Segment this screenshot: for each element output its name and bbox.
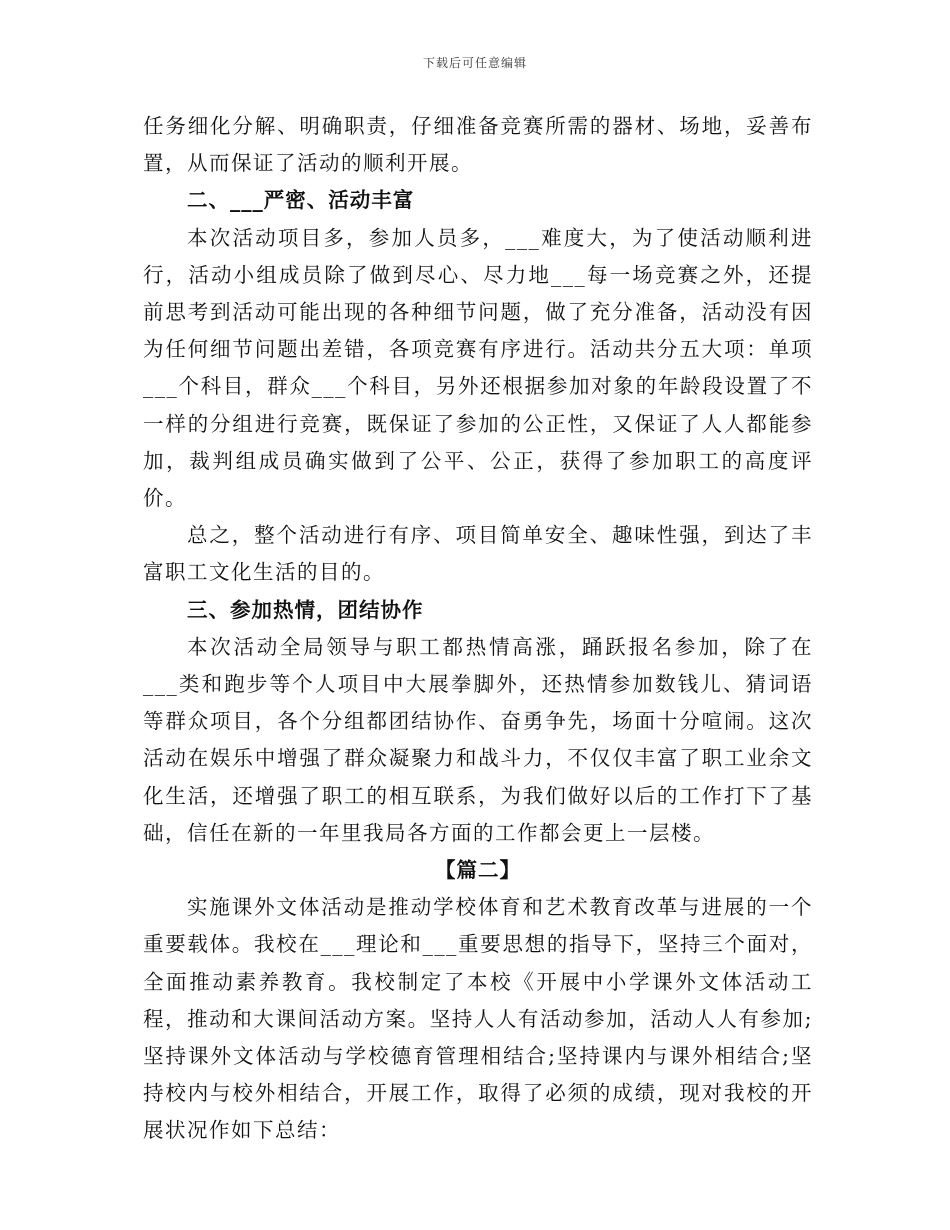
paragraph-part-2-intro: 实施课外文体活动是推动学校体育和艺术教育改革与进展的一个重要载体。我校在___理论和___重要思想的指导下，坚持三个面对，全面推动素养教育。我校制定了本校《开展中小学课外文体活动工程，推动和大课间活动方案。坚持人人有活动参加，活动人人有参加;坚持课外文体活动与学校德育管理相结合;坚持课内与课外相结合;坚持校内与校外相结合，开展工作，取得了必须的成绩，现对我校的开展状况作如下总结：	[143, 895, 813, 1143]
paragraph-enthusiasm: 本次活动全局领导与职工都热情高涨，踊跃报名参加，除了在___类和跑步等个人项目中大展拳脚外，还热情参加数钱儿、猜词语等群众项目，各个分组都团结协作、奋勇争先，场面十分喧闹。这次活动在娱乐中增强了群众凝聚力和战斗力，不仅仅丰富了职工业余文化生活，还增强了职工的相互联系，为我们做好以后的工作打下了基础，信任在新的一年里我局各方面的工作都会更上一层楼。	[143, 634, 813, 845]
document-body	[143, 108, 813, 1150]
paragraph-organization: 本次活动项目多，参加人员多，___难度大，为了使活动顺利进行，活动小组成员除了做到尽心、尽力地___每一场竞赛之外，还提前思考到活动可能出现的各种细节问题，做了充分准备，活动没有因为任何细节问题出差错，各项竞赛有序进行。活动共分五大项：单项___个科目，群众___个科目，另外还根据参加对象的年龄段设置了不一样的分组进行竞赛，既保证了参加的公正性，又保证了人人都能参加，裁判组成员确实做到了公平、公正，获得了参加职工的高度评价。	[143, 225, 813, 511]
section-title-part-2: 【篇二】	[435, 858, 521, 883]
paragraph-intro: 任务细化分解、明确职责，仔细准备竞赛所需的器材、场地，妥善布置，从而保证了活动的顺利开展。	[143, 114, 813, 176]
paragraph-summary: 总之，整个活动进行有序、项目简单安全、趣味性强，到达了丰富职工文化生活的目的。	[143, 523, 813, 585]
heading-section-2: 二、___严密、活动丰富	[187, 188, 415, 213]
heading-section-3: 三、参加热情，团结协作	[187, 597, 424, 622]
page-header-note: 下载后可任意编辑	[422, 56, 527, 70]
